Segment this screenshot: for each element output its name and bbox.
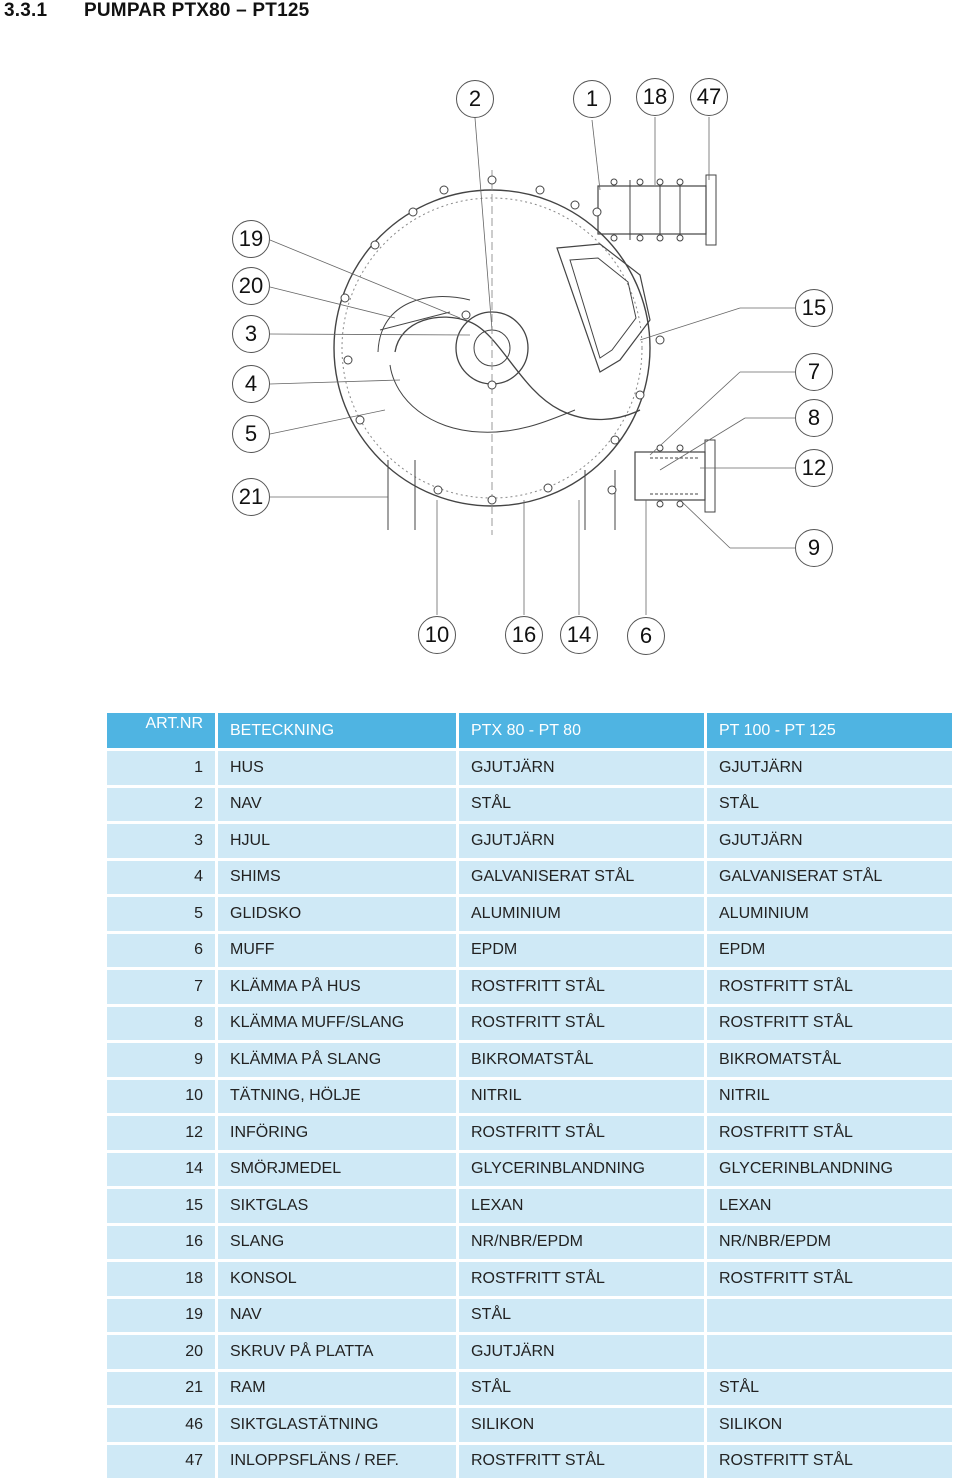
cell-ptx80: EPDM [459, 934, 707, 968]
cell-pt100: GLYCERINBLANDNING [707, 1153, 952, 1187]
cell-ptx80: ROSTFRITT STÅL [459, 1116, 707, 1150]
cell-beteckning: KLÄMMA MUFF/SLANG [218, 1007, 459, 1041]
callout-right-2: 7 [795, 353, 833, 391]
cell-ptx80: NITRIL [459, 1080, 707, 1114]
section-number: 3.3.1 [4, 0, 48, 21]
table-row [107, 1007, 952, 1041]
table-row [107, 751, 952, 785]
table-row [107, 788, 952, 822]
table-row [107, 1262, 952, 1296]
cell-art-nr: 16 [107, 1226, 218, 1260]
cell-art-nr: 19 [107, 1299, 218, 1333]
callout-left-4: 4 [232, 365, 270, 403]
cell-beteckning: MUFF [218, 934, 459, 968]
cell-pt100: GJUTJÄRN [707, 824, 952, 858]
cell-beteckning: GLIDSKO [218, 897, 459, 931]
cell-ptx80: NR/NBR/EPDM [459, 1226, 707, 1260]
cell-ptx80: GLYCERINBLANDNING [459, 1153, 707, 1187]
cell-pt100: ALUMINIUM [707, 897, 952, 931]
table-row [107, 1080, 952, 1114]
callout-right-1: 15 [795, 289, 833, 327]
callout-top-3: 18 [636, 78, 674, 116]
callout-bottom-1: 10 [418, 616, 456, 654]
cell-ptx80: STÅL [459, 1299, 707, 1333]
callout-left-3: 3 [232, 315, 270, 353]
callout-right-4: 12 [795, 449, 833, 487]
cell-pt100: ROSTFRITT STÅL [707, 1445, 952, 1479]
cell-beteckning: RAM [218, 1372, 459, 1406]
cell-ptx80: ROSTFRITT STÅL [459, 970, 707, 1004]
table-row [107, 1372, 952, 1406]
table-row [107, 1299, 952, 1333]
cell-ptx80: BIKROMATSTÅL [459, 1043, 707, 1077]
cell-beteckning: INLOPPSFLÄNS / REF. [218, 1445, 459, 1479]
cell-art-nr: 10 [107, 1080, 218, 1114]
cell-art-nr: 7 [107, 970, 218, 1004]
table-row [107, 1335, 952, 1369]
cell-beteckning: HJUL [218, 824, 459, 858]
cell-art-nr: 12 [107, 1116, 218, 1150]
cell-beteckning: INFÖRING [218, 1116, 459, 1150]
callout-top-4: 47 [690, 78, 728, 116]
cell-ptx80: SILIKON [459, 1408, 707, 1442]
cell-art-nr: 3 [107, 824, 218, 858]
cell-art-nr: 1 [107, 751, 218, 785]
cell-art-nr: 4 [107, 861, 218, 895]
cell-beteckning: SMÖRJMEDEL [218, 1153, 459, 1187]
parts-table-body [107, 751, 952, 1478]
cell-pt100: NR/NBR/EPDM [707, 1226, 952, 1260]
cell-ptx80: ROSTFRITT STÅL [459, 1262, 707, 1296]
cell-beteckning: SIKTGLAS [218, 1189, 459, 1223]
callout-right-5: 9 [795, 529, 833, 567]
callout-top-1: 2 [456, 80, 494, 118]
cell-art-nr: 6 [107, 934, 218, 968]
cell-ptx80: ALUMINIUM [459, 897, 707, 931]
cell-beteckning: SIKTGLASTÄTNING [218, 1408, 459, 1442]
col-header-pt100: PT 100 - PT 125 [707, 713, 952, 748]
cell-beteckning: NAV [218, 788, 459, 822]
callout-left-6: 21 [232, 478, 270, 516]
cell-pt100: NITRIL [707, 1080, 952, 1114]
cell-beteckning: SLANG [218, 1226, 459, 1260]
callout-left-2: 20 [232, 267, 270, 305]
cell-pt100: BIKROMATSTÅL [707, 1043, 952, 1077]
cell-pt100: STÅL [707, 1372, 952, 1406]
callout-left-5: 5 [232, 415, 270, 453]
cell-art-nr: 47 [107, 1445, 218, 1479]
cell-beteckning: KLÄMMA PÅ SLANG [218, 1043, 459, 1077]
cell-art-nr: 18 [107, 1262, 218, 1296]
cell-art-nr: 5 [107, 897, 218, 931]
table-row [107, 1226, 952, 1260]
cell-pt100: GALVANISERAT STÅL [707, 861, 952, 895]
cell-beteckning: SKRUV PÅ PLATTA [218, 1335, 459, 1369]
cell-beteckning: SHIMS [218, 861, 459, 895]
cell-art-nr: 2 [107, 788, 218, 822]
cell-pt100 [707, 1299, 952, 1333]
callout-top-2: 1 [573, 80, 611, 118]
table-row [107, 861, 952, 895]
cell-pt100: ROSTFRITT STÅL [707, 1007, 952, 1041]
table-row [107, 1408, 952, 1442]
section-title: PUMPAR PTX80 – PT125 [84, 0, 310, 21]
cell-pt100: GJUTJÄRN [707, 751, 952, 785]
cell-art-nr: 14 [107, 1153, 218, 1187]
col-header-beteckning: BETECKNING [218, 713, 459, 748]
cell-art-nr: 9 [107, 1043, 218, 1077]
parts-table [107, 710, 952, 1481]
table-row [107, 1189, 952, 1223]
cell-ptx80: GJUTJÄRN [459, 751, 707, 785]
callout-bottom-2: 16 [505, 616, 543, 654]
cell-pt100: EPDM [707, 934, 952, 968]
table-row [107, 1116, 952, 1150]
cell-ptx80: LEXAN [459, 1189, 707, 1223]
cell-beteckning: NAV [218, 1299, 459, 1333]
cell-pt100: SILIKON [707, 1408, 952, 1442]
cell-ptx80: STÅL [459, 788, 707, 822]
col-header-ptx80: PTX 80 - PT 80 [459, 713, 707, 748]
cell-beteckning: KLÄMMA PÅ HUS [218, 970, 459, 1004]
cell-pt100 [707, 1335, 952, 1369]
table-row [107, 897, 952, 931]
callout-bottom-4: 6 [627, 617, 665, 655]
cell-art-nr: 21 [107, 1372, 218, 1406]
cell-ptx80: GJUTJÄRN [459, 1335, 707, 1369]
cell-art-nr: 20 [107, 1335, 218, 1369]
callout-right-3: 8 [795, 399, 833, 437]
cell-beteckning: KONSOL [218, 1262, 459, 1296]
table-row [107, 934, 952, 968]
col-header-art-nr: ART.NR [107, 713, 218, 748]
callout-left-1: 19 [232, 220, 270, 258]
cell-ptx80: GALVANISERAT STÅL [459, 861, 707, 895]
cell-pt100: ROSTFRITT STÅL [707, 970, 952, 1004]
cell-ptx80: GJUTJÄRN [459, 824, 707, 858]
cell-ptx80: ROSTFRITT STÅL [459, 1007, 707, 1041]
cell-pt100: ROSTFRITT STÅL [707, 1262, 952, 1296]
cell-beteckning: HUS [218, 751, 459, 785]
cell-beteckning: TÄTNING, HÖLJE [218, 1080, 459, 1114]
cell-ptx80: STÅL [459, 1372, 707, 1406]
table-row [107, 824, 952, 858]
cell-ptx80: ROSTFRITT STÅL [459, 1445, 707, 1479]
cell-pt100: ROSTFRITT STÅL [707, 1116, 952, 1150]
cell-art-nr: 8 [107, 1007, 218, 1041]
callout-bottom-3: 14 [560, 616, 598, 654]
table-row [107, 1043, 952, 1077]
cell-pt100: STÅL [707, 788, 952, 822]
table-header-row [107, 713, 952, 748]
table-row [107, 970, 952, 1004]
cell-art-nr: 15 [107, 1189, 218, 1223]
cell-art-nr: 46 [107, 1408, 218, 1442]
cell-pt100: LEXAN [707, 1189, 952, 1223]
table-row [107, 1445, 952, 1479]
table-row [107, 1153, 952, 1187]
